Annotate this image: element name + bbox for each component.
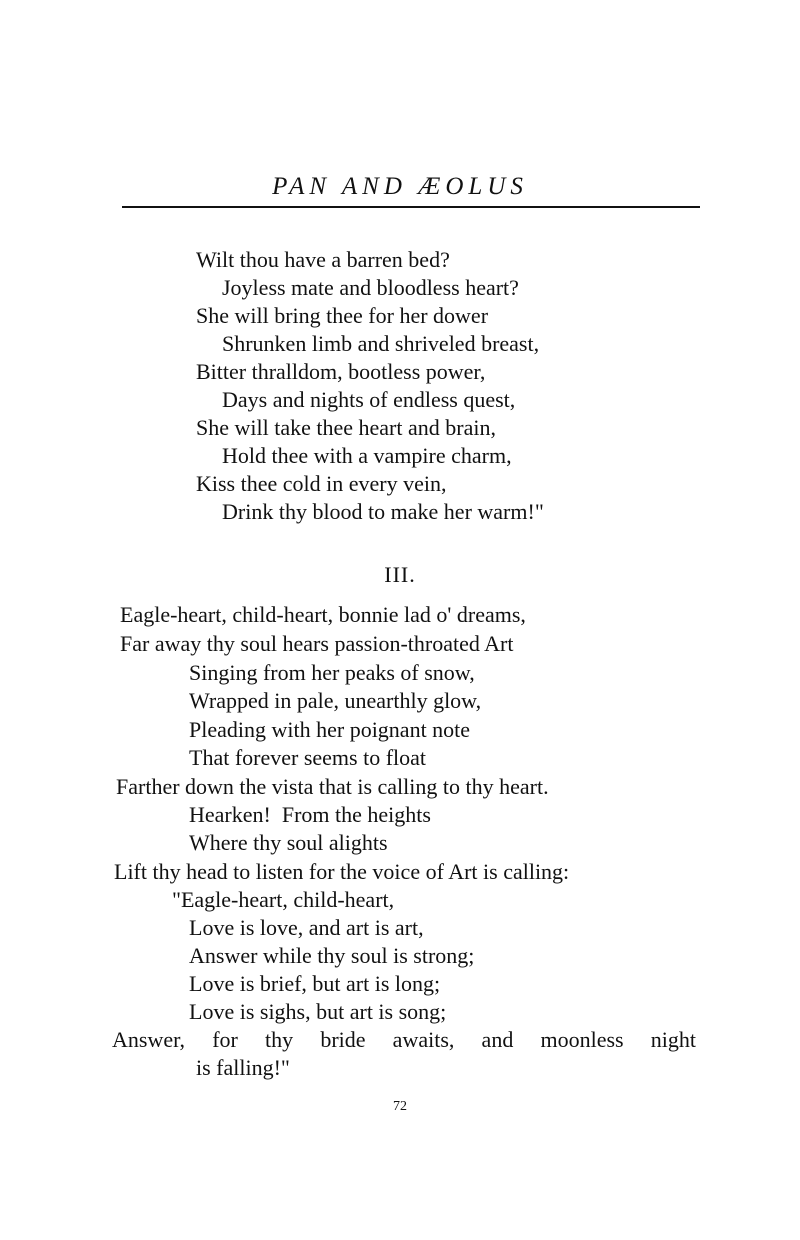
poem-line: Love is love, and art is art, — [189, 915, 424, 940]
poem-line: Answer, for thy bride awaits, and moonless night — [112, 1027, 696, 1052]
poem-line: She will take thee heart and brain, — [196, 415, 496, 440]
poem-line: is falling!" — [196, 1055, 290, 1080]
poem-line: Kiss thee cold in every vein, — [196, 471, 447, 496]
running-head: PAN AND ÆOLUS — [272, 173, 528, 200]
header-rule — [122, 206, 700, 208]
page-number: 72 — [393, 1099, 407, 1114]
poem-line: Eagle-heart, child-heart, bonnie lad o' dreams, — [120, 602, 526, 627]
poem-line: Love is sighs, but art is song; — [189, 999, 447, 1024]
poem-line: Wilt thou have a barren bed? — [196, 247, 450, 272]
poem-line: She will bring thee for her dower — [196, 303, 489, 328]
poem-line: Hearken! From the heights — [189, 802, 431, 827]
poem-line: That forever seems to float — [189, 745, 427, 770]
poem-line: Where thy soul alights — [189, 830, 388, 855]
poem-line: Drink thy blood to make her warm!" — [222, 499, 544, 524]
poem-line: Lift thy head to listen for the voice of Art is calling: — [114, 859, 570, 884]
poem-line: Days and nights of endless quest, — [222, 387, 516, 412]
poem-line: Hold thee with a vampire charm, — [222, 443, 512, 468]
poem-line: Pleading with her poignant note — [189, 717, 471, 742]
section-heading: III. — [384, 562, 416, 587]
poem-line: Shrunken limb and shriveled breast, — [222, 331, 540, 356]
poem-line: Wrapped in pale, unearthly glow, — [189, 688, 482, 713]
poem-line: Far away thy soul hears passion-throated Art — [120, 631, 514, 656]
poem-line: Joyless mate and bloodless heart? — [222, 275, 519, 300]
poem-line: Bitter thralldom, bootless power, — [196, 359, 486, 384]
poem-line: "Eagle-heart, child-heart, — [172, 887, 395, 912]
poem-line: Farther down the vista that is calling to thy heart. — [116, 774, 549, 799]
poem-line: Love is brief, but art is long; — [189, 971, 441, 996]
poem-line: Answer while thy soul is strong; — [189, 943, 475, 968]
poem-line: Singing from her peaks of snow, — [189, 660, 475, 685]
